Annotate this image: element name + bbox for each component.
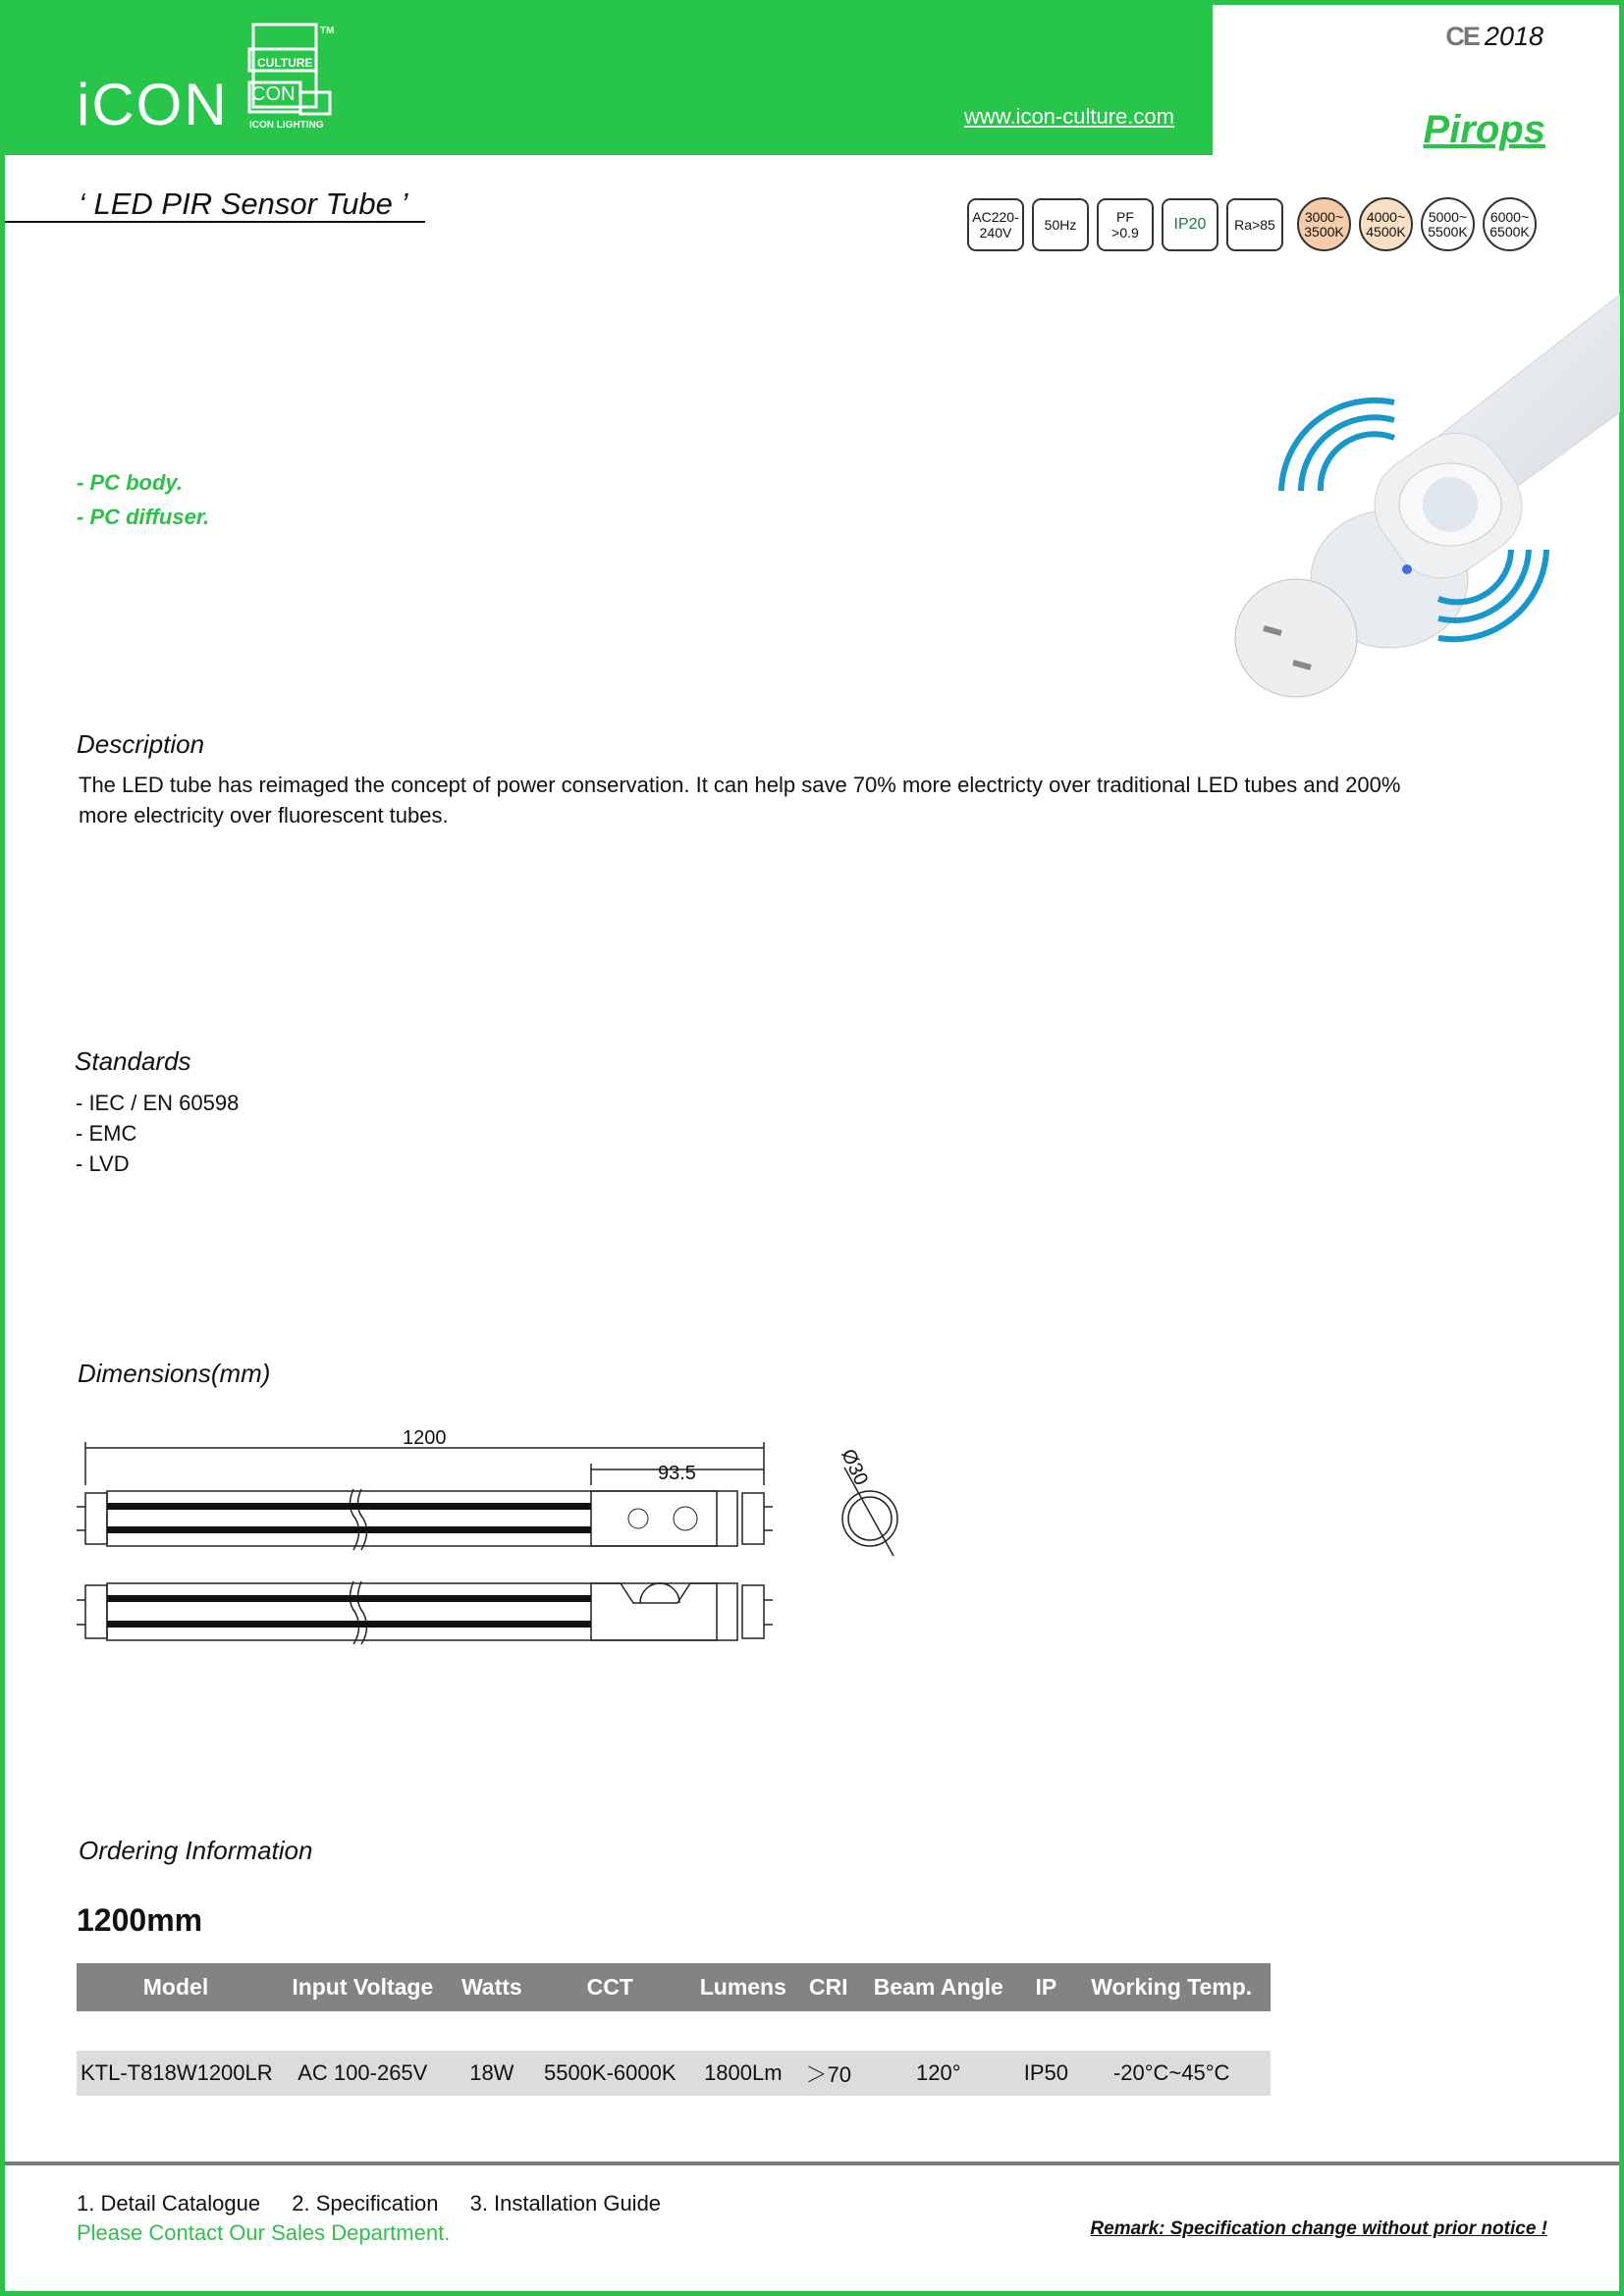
table-row (77, 2051, 1271, 2096)
footer-links (77, 2191, 686, 2216)
table-cell: KTL-T818W1200LR (77, 2051, 275, 2096)
table-cell: 1800Lm (686, 2051, 799, 2096)
spec-ip-badge: IP20 (1162, 198, 1218, 251)
column-header: IP (1019, 1963, 1072, 2011)
column-header: CCT (533, 1963, 686, 2011)
feature-list (77, 465, 209, 534)
column-header: CRI (799, 1963, 857, 2011)
standard-item: - IEC / EN 60598 (76, 1091, 240, 1115)
dimensions-heading: Dimensions(mm) (78, 1359, 271, 1388)
sensor-length-label: 93.5 (658, 1463, 696, 1484)
column-header: Beam Angle (857, 1963, 1019, 2011)
ce-mark: CE (1445, 22, 1479, 51)
cct-3000-badge: 3000~ 3500K (1297, 197, 1351, 251)
spec-ra-badge: Ra>85 (1226, 198, 1283, 251)
logo-mark-icon (247, 22, 346, 132)
logo-mark-line1: CULTURE (257, 56, 313, 70)
table-cell: IP50 (1019, 2051, 1072, 2096)
logo-text: iCON (77, 72, 229, 137)
description-heading: Description (77, 729, 205, 759)
cct-4000-badge: 4000~ 4500K (1359, 197, 1413, 251)
table-cell: 18W (451, 2051, 533, 2096)
product-image (1203, 294, 1620, 707)
feature-item: - PC diffuser. (77, 505, 210, 529)
column-header: Watts (451, 1963, 533, 2011)
footer-divider (5, 2162, 1619, 2165)
column-header: Input Voltage (275, 1963, 451, 2011)
diameter-label: Ø30 (837, 1445, 873, 1489)
trademark: TM (320, 26, 335, 36)
cct-6000-badge: 6000~ 6500K (1483, 197, 1537, 251)
spec-voltage-badge: AC220- 240V (967, 198, 1024, 251)
brand-name[interactable]: Pirops (1423, 108, 1545, 151)
table-cell: ＞70 (799, 2051, 857, 2096)
spec-frequency-badge: 50Hz (1032, 198, 1089, 251)
installation-guide-link[interactable]: 3. Installation Guide (469, 2191, 662, 2216)
spec-icons (967, 197, 1537, 251)
standard-item: - EMC (76, 1121, 137, 1146)
ordering-heading: Ordering Information (79, 1836, 313, 1865)
table-cell: AC 100-265V (275, 2051, 451, 2096)
column-header: Lumens (686, 1963, 799, 2011)
spec-pf-badge: PF >0.9 (1097, 198, 1154, 251)
description-text: The LED tube has reimaged the concept of power conservation. It can help save 70% more electricty over traditional LED tubes and 200% more electricity over fluorescent tubes. (79, 773, 1401, 828)
year: 2018 (1484, 22, 1543, 51)
feature-item: - PC body. (77, 470, 183, 495)
table-cell: -20°C~45°C (1072, 2051, 1271, 2096)
contact-text: Please Contact Our Sales Department. (77, 2220, 451, 2245)
logo-mark-line2: CON (251, 83, 296, 105)
length-label: 1200 (403, 1428, 447, 1449)
header-band (0, 0, 1213, 155)
column-header: Model (77, 1963, 275, 2011)
standards-list (76, 1088, 239, 1179)
table-cell: 5500K-6000K (533, 2051, 686, 2096)
title-underline (5, 221, 425, 223)
ce-year (1445, 22, 1543, 52)
product-title: ‘ LED PIR Sensor Tube ’ (79, 187, 408, 221)
column-header: Working Temp. (1072, 1963, 1271, 2011)
table-cell: 120° (857, 2051, 1019, 2096)
specification-link[interactable]: 2. Specification (292, 2191, 439, 2216)
spacer-row (77, 2011, 1271, 2051)
ordering-table (77, 1963, 1271, 2096)
remark-text: Remark: Specification change without prior notice ! (1090, 2218, 1547, 2239)
table-header-row (77, 1963, 1271, 2011)
standards-heading: Standards (75, 1046, 191, 1076)
cct-5000-badge: 5000~ 5500K (1421, 197, 1475, 251)
logo-mark-line3: ICON LIGHTING (249, 120, 324, 131)
standard-item: - LVD (76, 1151, 130, 1176)
detail-catalogue-link[interactable]: 1. Detail Catalogue (77, 2191, 261, 2216)
dimension-drawing (69, 1428, 933, 1654)
website-link[interactable]: www.icon-culture.com (964, 104, 1174, 129)
size-heading: 1200mm (77, 1902, 203, 1938)
